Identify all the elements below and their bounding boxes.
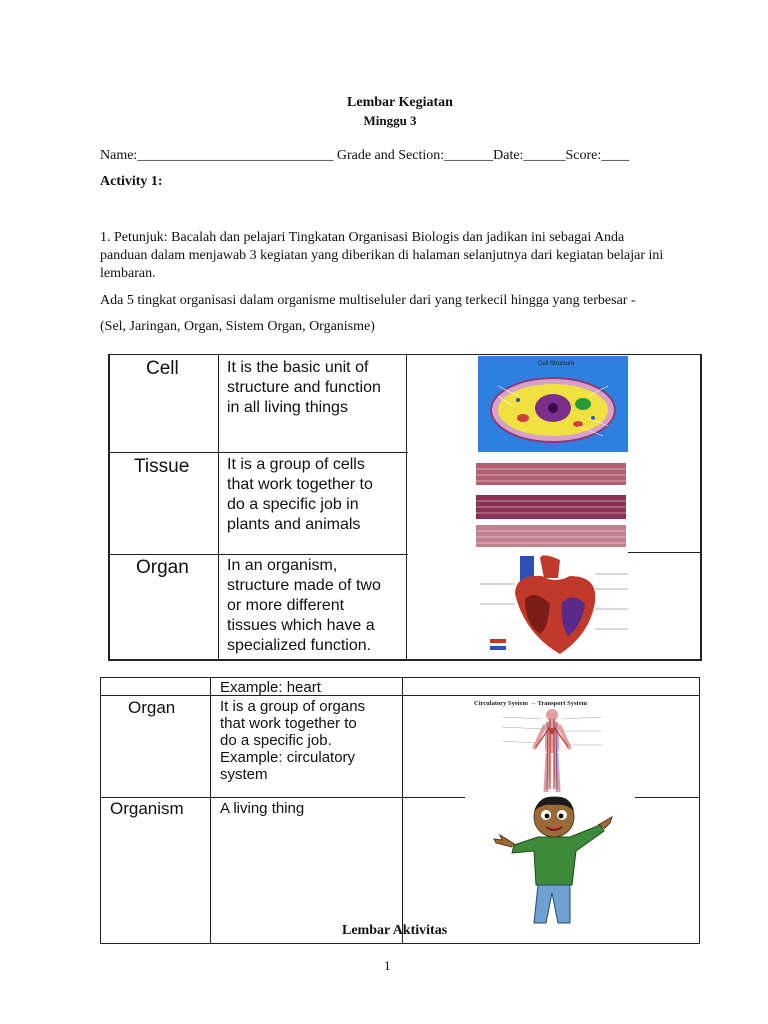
row-label-tissue: Tissue xyxy=(134,456,190,477)
levels-intro: Ada 5 tingkat organisasi dalam organisme multiseluler dari yang terkecil hingga yang terbesar - xyxy=(100,293,636,308)
row-label-cell: Cell xyxy=(146,358,179,379)
row-desc-organism: A living thing xyxy=(220,800,305,817)
circ-title: Circulatory System → Transport System xyxy=(474,700,588,707)
activity-title: Activity 1: xyxy=(100,174,163,189)
date-field[interactable]: Date:______ xyxy=(493,148,566,163)
instruction-line: 1. Petunjuk: Bacalah dan pelajari Tingkatan Organisasi Biologis dan jadikan ini sebagai Anda xyxy=(100,230,625,245)
circulatory-system-image xyxy=(472,697,632,797)
example-heart-text: Example: heart xyxy=(220,679,321,696)
levels-table-1 xyxy=(108,354,702,660)
levels-list: (Sel, Jaringan, Organ, Sistem Organ, Organisme) xyxy=(100,319,375,334)
page-number: 1 xyxy=(384,958,391,973)
name-field[interactable]: Name:____________________________ xyxy=(100,148,334,163)
score-field[interactable]: Score:____ xyxy=(565,148,630,163)
cell-image-title: Cell Structure xyxy=(538,361,575,367)
row-label-organ: Organ xyxy=(136,557,189,578)
row-desc-tissue: It is a group of cells that work together to do a specific job in plants and animals xyxy=(227,456,373,533)
page-subtitle: Minggu 3 xyxy=(363,113,417,128)
grade-field[interactable]: Grade and Section:_______ xyxy=(336,148,494,163)
cell-diagram-image xyxy=(478,356,628,452)
page-title: Lembar Kegiatan xyxy=(347,95,453,110)
heart-image xyxy=(480,554,630,658)
instruction-line: panduan dalam menjawab 3 kegiatan yang diberikan di halaman selanjutnya dari kegiatan belajar ini xyxy=(100,248,664,263)
footer-text: Lembar Aktivitas xyxy=(342,923,448,938)
form-line xyxy=(100,147,629,165)
row-label-organism: Organism xyxy=(110,799,184,818)
row-label-organ-system: Organ xyxy=(128,698,176,717)
organism-boy-image xyxy=(490,795,620,925)
row-desc-organ: In an organism, structure made of two or more different tissues which have a specialized function. xyxy=(227,557,381,654)
levels-table-2 xyxy=(100,677,700,944)
instructions xyxy=(100,229,720,283)
instruction-line: lembaran. xyxy=(100,266,156,281)
tissue-image xyxy=(456,459,631,551)
row-desc-cell: It is the basic unit of structure and function in all living things xyxy=(227,359,381,416)
row-desc-organ-system: It is a group of organs that work together to do a specific job. Example: circulatory system xyxy=(220,698,366,783)
